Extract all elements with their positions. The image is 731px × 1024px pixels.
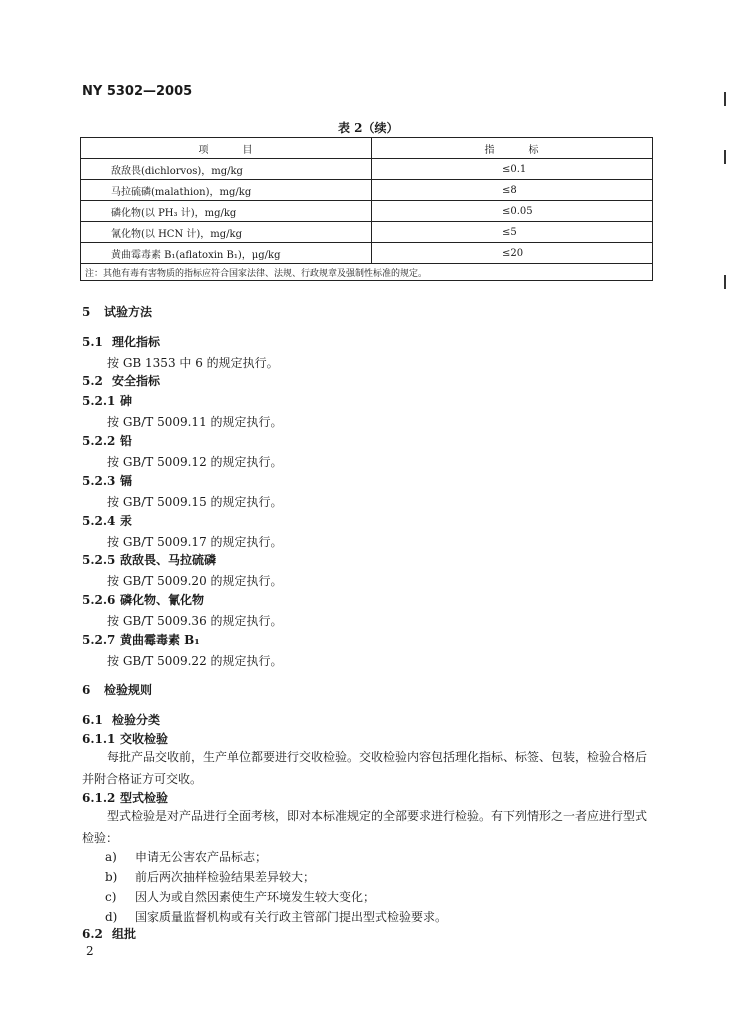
section-number: 5.2.6	[82, 593, 116, 607]
section-number: 5.2.5	[82, 553, 116, 567]
table-row	[81, 159, 653, 180]
list-text: 国家质量监督机构或有关行政主管部门提出型式检验要求。	[135, 910, 448, 924]
list-item	[105, 848, 267, 865]
section-number: 5	[82, 305, 91, 319]
section-title: 组批	[112, 927, 137, 941]
list-label: a)	[105, 850, 117, 864]
paragraph: 按 GB/T 5009.36 的规定执行。	[107, 614, 283, 628]
section-title: 型式检验	[120, 791, 169, 805]
paragraph: 按 GB/T 5009.17 的规定执行。	[107, 535, 283, 549]
standard-code: NY 5302—2005	[82, 84, 193, 99]
table-header-row	[81, 138, 653, 159]
heading-5-2-2	[82, 432, 132, 449]
table-cell-item: 磷化物(以 PH₃ 计)，mg/kg	[81, 201, 372, 222]
table-cell-value: ≤0.05	[372, 201, 653, 222]
section-title: 敌敌畏、马拉硫磷	[120, 553, 217, 567]
heading-5-2-1	[82, 392, 132, 409]
section-title: 黄曲霉毒素 B₁	[120, 633, 200, 647]
list-text: 前后两次抽样检验结果差异较大；	[135, 870, 316, 884]
table-cell-value: ≤20	[372, 243, 653, 264]
section-5-heading	[82, 303, 152, 320]
paragraph: 按 GB/T 5009.11 的规定执行。	[107, 415, 283, 429]
heading-5-2-4	[82, 512, 132, 529]
section-title: 检验规则	[104, 683, 153, 697]
paragraph: 按 GB/T 5009.22 的规定执行。	[107, 654, 283, 668]
section-number: 6.2	[82, 927, 103, 941]
heading-5-2	[82, 372, 160, 389]
section-title: 理化指标	[112, 335, 161, 349]
table-row	[81, 180, 653, 201]
heading-5-2-3	[82, 472, 132, 489]
section-number: 6	[82, 683, 91, 697]
table-caption: 表 2（续）	[338, 121, 399, 135]
heading-6-2	[82, 925, 136, 942]
section-number: 6.1.2	[82, 791, 116, 805]
section-number: 6.1	[82, 713, 103, 727]
paragraph: 按 GB/T 5009.12 的规定执行。	[107, 455, 283, 469]
section-number: 5.2.2	[82, 434, 116, 448]
heading-5-2-5	[82, 551, 216, 568]
scan-mark	[724, 275, 726, 289]
table-cell-item: 敌敌畏(dichlorvos)，mg/kg	[81, 159, 372, 180]
list-item	[105, 888, 375, 905]
table-cell-item: 氰化物(以 HCN 计)，mg/kg	[81, 222, 372, 243]
section-number: 5.2	[82, 374, 103, 388]
paragraph: 每批产品交收前，生产单位都要进行交收检验。交收检验内容包括理化指标、标签、包装，检验合格后并附合格证方可交收。	[82, 750, 648, 786]
section-title: 砷	[120, 394, 133, 408]
section-title: 铅	[120, 434, 133, 448]
table-cell-item: 马拉硫磷(malathion)，mg/kg	[81, 180, 372, 201]
paragraph: 按 GB/T 5009.20 的规定执行。	[107, 574, 283, 588]
scan-mark	[724, 150, 726, 164]
spec-table	[80, 137, 653, 281]
section-title: 检验分类	[112, 713, 161, 727]
section-title: 安全指标	[112, 374, 161, 388]
scan-mark	[724, 92, 726, 106]
section-title: 交收检验	[120, 732, 169, 746]
section-title: 汞	[120, 514, 133, 528]
heading-6-1-1	[82, 730, 168, 747]
list-text: 因人为或自然因素使生产环境发生较大变化；	[135, 890, 376, 904]
paragraph: 型式检验是对产品进行全面考核，即对本标准规定的全部要求进行检验。有下列情形之一者应进行型式检验：	[82, 809, 648, 845]
section-number: 5.2.1	[82, 394, 116, 408]
list-item	[105, 868, 315, 885]
list-label: d)	[105, 910, 118, 924]
heading-6-1-2	[82, 789, 168, 806]
paragraph: 按 GB 1353 中 6 的规定执行。	[107, 356, 279, 370]
section-title: 试验方法	[104, 305, 153, 319]
list-label: c)	[105, 890, 117, 904]
heading-5-2-7	[82, 631, 200, 648]
section-number: 5.1	[82, 335, 103, 349]
column-header-item: 项 目	[81, 138, 372, 159]
list-text: 申请无公害农产品标志；	[135, 850, 268, 864]
table-row	[81, 222, 653, 243]
section-6-heading	[82, 681, 152, 698]
table-row	[81, 201, 653, 222]
table-cell-value: ≤8	[372, 180, 653, 201]
heading-5-2-6	[82, 591, 204, 608]
section-title: 磷化物、氰化物	[120, 593, 205, 607]
section-number: 5.2.4	[82, 514, 116, 528]
list-label: b)	[105, 870, 118, 884]
list-item	[105, 908, 447, 925]
heading-6-1	[82, 711, 160, 728]
column-header-value: 指 标	[372, 138, 653, 159]
table-row	[81, 243, 653, 264]
paragraph: 按 GB/T 5009.15 的规定执行。	[107, 495, 283, 509]
table-cell-value: ≤5	[372, 222, 653, 243]
page-number: 2	[86, 944, 94, 958]
heading-5-1	[82, 333, 160, 350]
section-title: 镉	[120, 474, 133, 488]
section-number: 5.2.7	[82, 633, 116, 647]
table-note: 注：其他有毒有害物质的指标应符合国家法律、法规、行政规章及强制性标准的规定。	[81, 264, 653, 281]
table-cell-item: 黄曲霉毒素 B₁(aflatoxin B₁)，μg/kg	[81, 243, 372, 264]
section-number: 5.2.3	[82, 474, 116, 488]
table-cell-value: ≤0.1	[372, 159, 653, 180]
table-note-row	[81, 264, 653, 281]
section-number: 6.1.1	[82, 732, 116, 746]
